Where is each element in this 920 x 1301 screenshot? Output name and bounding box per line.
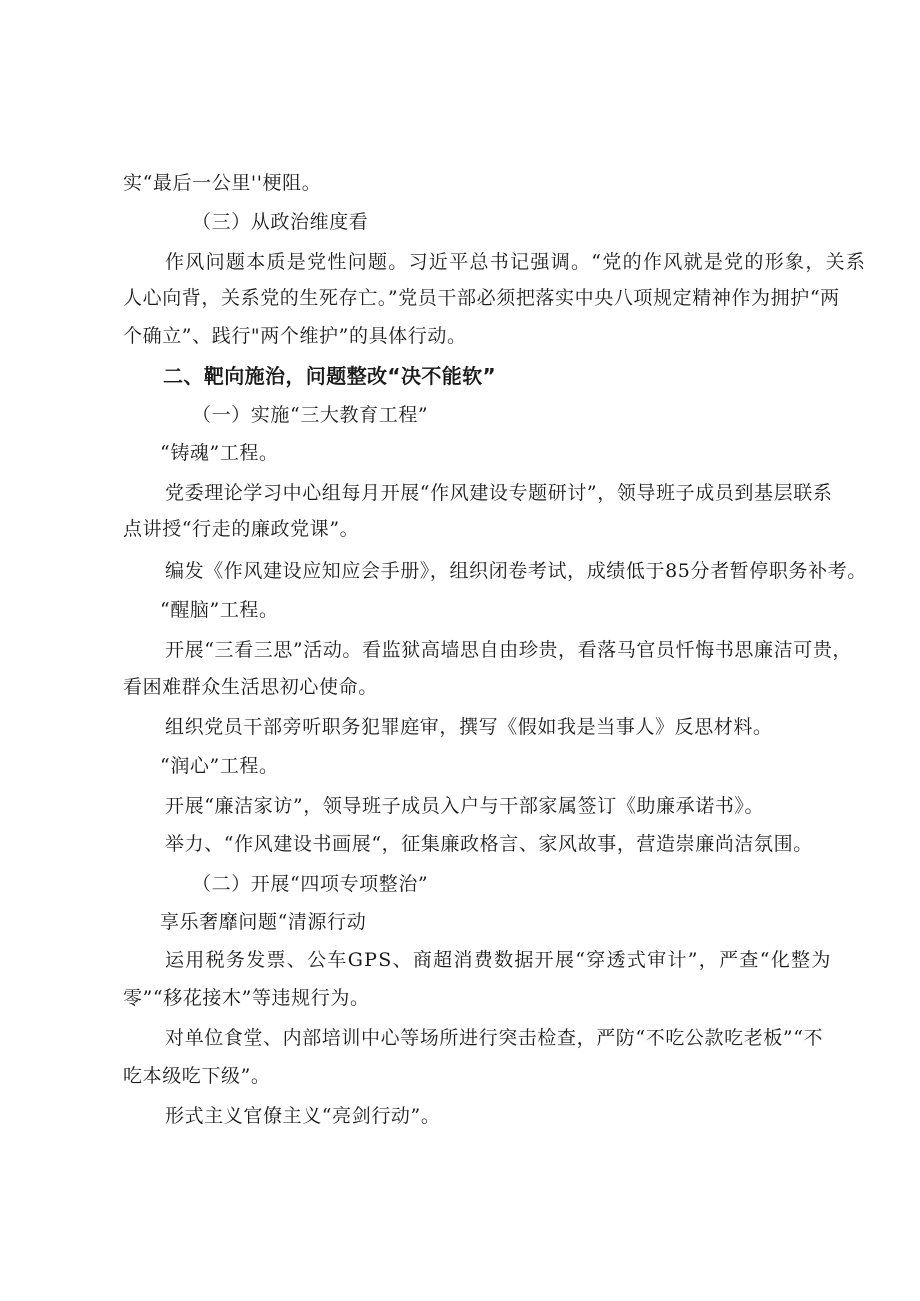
paragraph-line: 人心向背，关系党的生死存亡。”党员干部必须把落实中央八项规定精神作为拥护“两 [123, 287, 840, 309]
paragraph-line: “润心”工程。 [160, 755, 279, 777]
paragraph-line: 零”“移花接木”等违规行为。 [123, 987, 370, 1009]
paragraph-line: 开展“三看三思”活动。看监狱高墙思自由珍贵，看落马官员忏悔书思廉洁可贵， [165, 639, 853, 661]
paragraph-line: 看困难群众生活思初心使命。 [123, 676, 378, 698]
subsection-heading: （三）从政治维度看 [192, 211, 369, 233]
paragraph-line: 吃本级吃下级”。 [123, 1065, 271, 1087]
paragraph-line: 组织党员干部旁听职务犯罪庭审，撰写《假如我是当事人》反思材料。 [165, 716, 773, 738]
subsection-heading: （一）实施“三大教育工程” [192, 404, 429, 426]
paragraph-line: 运用税务发票、公车GPS、商超消费数据开展“穿透式审计”，严查“化整为 [165, 949, 832, 971]
paragraph-line: 点讲授“行走的廉政党课”。 [123, 518, 360, 540]
paragraph-line: 对单位食堂、内部培训中心等场所进行突击检查，严防“不吃公款吃老板”“不 [165, 1027, 824, 1049]
paragraph-line: 享乐奢靡问题“清源行动 [160, 911, 367, 933]
section-heading: 二、靶向施治，问题整改“决不能软” [163, 364, 497, 388]
paragraph-line: 编发《作风建设应知应会手册》，组织闭卷考试，成绩低于85分者暂停职务补考。 [165, 560, 867, 582]
paragraph-line: 形式主义官僚主义“亮剑行动”。 [165, 1105, 441, 1127]
paragraph-line: 个确立”、践行"两个维护”的具体行动。 [123, 325, 467, 347]
subsection-heading: （二）开展“四项专项整治” [192, 873, 429, 895]
paragraph-line: 开展“廉洁家访”，领导班子成员入户与干部家属签订《助廉承诺书》。 [165, 795, 765, 817]
paragraph-line: “醒脑”工程。 [160, 599, 279, 621]
paragraph-line: 作风问题本质是党性问题。习近平总书记强调。“党的作风就是党的形象，关系 [165, 251, 867, 273]
paragraph-line: “铸魂”工程。 [160, 442, 279, 464]
paragraph-line: 举力、“作风建设书画展“，征集廉政格言、家风故事，营造崇廉尚洁氛围。 [165, 833, 813, 855]
paragraph-line: 党委理论学习中心组每月开展“作风建设专题研讨”，领导班子成员到基层联系 [165, 482, 833, 504]
paragraph-line: 实“最后一公里''梗阻。 [123, 172, 322, 194]
